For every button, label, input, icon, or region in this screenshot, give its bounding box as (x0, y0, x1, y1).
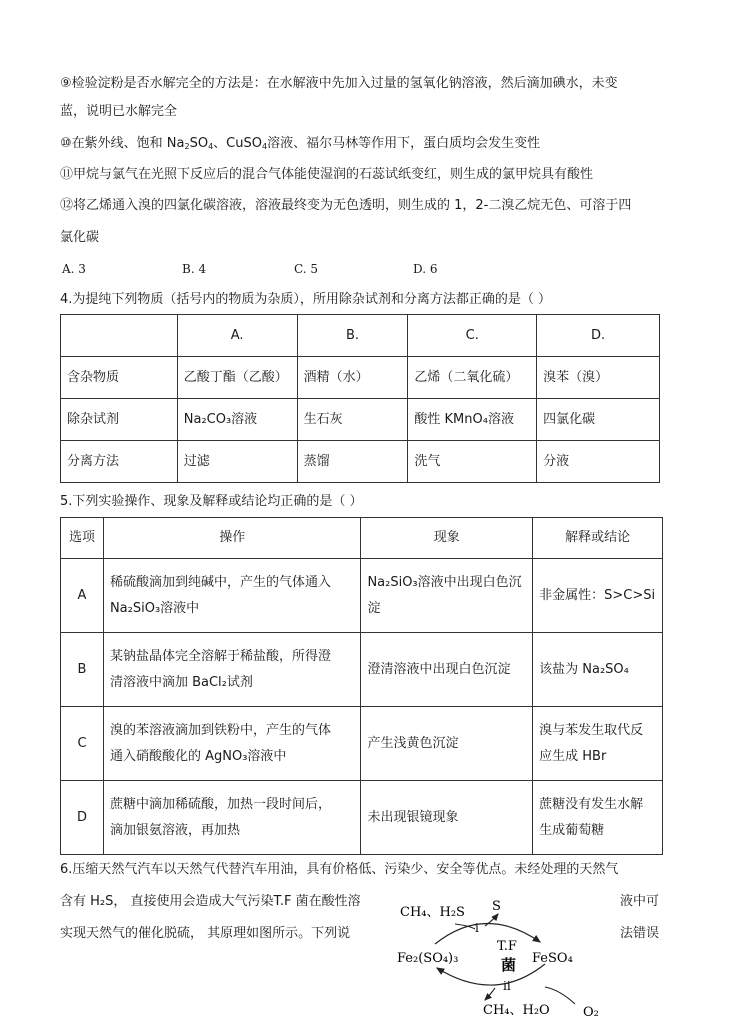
q4-cell: 酸性 KMnO₄溶液 (408, 399, 537, 441)
q4-cell: 过滤 (177, 441, 297, 483)
q6-line1: 6.压缩天然气汽车以天然气代替汽车用油，具有价格低、污染少、安全等优点。未经处理的天然气 (60, 862, 619, 877)
q5-conclusion: 蔗糖没有发生水解 生成葡萄糖 (533, 781, 663, 855)
q5-conclusion: 该盐为 Na₂SO₄ (533, 633, 663, 707)
table-row (61, 559, 663, 633)
item-10: ⑩在紫外线、饱和 $Na_2SO_4$、CuSO$_4$溶液、福尔马林等作用下，蛋白质均会发生变性 (60, 136, 541, 151)
q4-cell: 酒精（水） (297, 357, 408, 399)
table-row (61, 399, 660, 441)
table-row (61, 518, 663, 559)
q5-option-label: A (61, 559, 104, 633)
item-9-line1: ⑨检验淀粉是否水解完全的方法是：在水解液中先加入过量的氢氧化钠溶液，然后滴加碘水，未变 (60, 76, 618, 91)
diagram-center-tf: T.F (497, 939, 517, 954)
q4-cell: 洗气 (408, 441, 537, 483)
item-12-line2: 氯化碳 (60, 230, 100, 245)
option-d: D. 6 (413, 262, 438, 276)
diagram-step1-label: i (475, 921, 479, 935)
q4-header-cell: B. (297, 315, 408, 357)
q4-table (60, 314, 660, 483)
lower-arc-arrow (437, 964, 545, 985)
q4-header-cell (61, 315, 178, 357)
diagram-right-label: FeSO₄ (532, 951, 573, 966)
q5-phenomenon: 产生浅黄色沉淀 (361, 707, 533, 781)
q5-table (60, 517, 663, 855)
table-row (61, 633, 663, 707)
q4-cell: 四氯化碳 (537, 399, 660, 441)
product-output-arrow (485, 988, 495, 1000)
q4-header-cell: D. (537, 315, 660, 357)
q5-option-label: C (61, 707, 104, 781)
q4-cell: 乙酸丁酯（乙酸） (177, 357, 297, 399)
q5-phenomenon: Na₂SiO₃溶液中出现白色沉 淀 (361, 559, 533, 633)
option-b: B. 4 (182, 262, 207, 276)
q4-cell: 除杂试剂 (61, 399, 178, 441)
item-9-line2: 蓝，说明已水解完全 (60, 104, 178, 119)
diagram-output-label: CH₄、H₂O (483, 1003, 550, 1018)
q4-cell: 含杂物质 (61, 357, 178, 399)
diagram-input-label: CH₄、H₂S (400, 905, 465, 920)
q5-operation: 某钠盐晶体完全溶解于稀盐酸，所得澄 清溶液中滴加 BaCl₂试剂 (103, 633, 360, 707)
o2-input-line (545, 987, 575, 1004)
q5-operation: 蔗糖中滴加稀硫酸，加热一段时间后， 滴加银氨溶液，再加热 (103, 781, 360, 855)
q6-line2b: 液中可 (620, 894, 660, 909)
diagram-step2-label: ii (503, 979, 511, 993)
q4-cell: 乙烯（二氧化硫） (408, 357, 537, 399)
item-12-line1: ⑫将乙烯通入溴的四氯化碳溶液，溶液最终变为无色透明，则生成的 1，2-二溴乙烷无色、可溶于四 (60, 198, 632, 213)
item-11: ⑪甲烷与氯气在光照下反应后的混合气体能使湿润的石蕊试纸变红，则生成的氯甲烷具有酸性 (60, 167, 594, 182)
q5-conclusion: 溴与苯发生取代反 应生成 HBr (533, 707, 663, 781)
q4-cell: 分离方法 (61, 441, 178, 483)
q4-cell: Na₂CO₃溶液 (177, 399, 297, 441)
q5-header-cell: 操作 (103, 518, 360, 559)
diagram-center-bacteria: 菌 (501, 956, 517, 974)
table-row (61, 707, 663, 781)
upper-arc-arrow (435, 923, 540, 944)
table-row (61, 357, 660, 399)
q4-cell: 分液 (537, 441, 660, 483)
q5-operation: 稀硫酸滴加到纯碱中，产生的气体通入 Na₂SiO₃溶液中 (103, 559, 360, 633)
table-row (61, 441, 660, 483)
q5-option-label: D (61, 781, 104, 855)
q4-stem: 4.为提纯下列物质（括号内的物质为杂质），所用除杂试剂和分离方法都正确的是（ ） (60, 292, 552, 307)
diagram-left-label: Fe₂(SO₄)₃ (397, 951, 459, 966)
q5-operation: 溴的苯溶液滴加到铁粉中，产生的气体 通入硝酸酸化的 AgNO₃溶液中 (103, 707, 360, 781)
q5-header-cell: 选项 (61, 518, 104, 559)
q4-header-cell: A. (177, 315, 297, 357)
q6-line3b: 法错误 (620, 926, 660, 941)
option-a: A. 3 (62, 262, 86, 276)
q4-cell: 生石灰 (297, 399, 408, 441)
q5-stem: 5.下列实验操作、现象及解释或结论均正确的是（ ） (60, 494, 363, 509)
q6-line2a: 含有 H₂S， 直接使用会造成大气污染T.F 菌在酸性溶 (60, 894, 361, 909)
table-row (61, 781, 663, 855)
q5-header-cell: 解释或结论 (533, 518, 663, 559)
table-row (61, 315, 660, 357)
q5-option-label: B (61, 633, 104, 707)
q5-conclusion: 非金属性：S>C>Si (533, 559, 663, 633)
diagram-o2-label: O₂ (583, 1005, 599, 1018)
q4-cell: 溴苯（溴） (537, 357, 660, 399)
q4-cell: 蒸馏 (297, 441, 408, 483)
q6-line3a: 实现天然气的催化脱硫， 其原理如图所示。下列说 (60, 926, 351, 941)
q5-phenomenon: 澄清溶液中出现白色沉淀 (361, 633, 533, 707)
desulfurization-cycle-diagram (395, 892, 620, 1018)
q5-phenomenon: 未出现银镜现象 (361, 781, 533, 855)
diagram-s-label: S (492, 899, 501, 914)
q4-header-cell: C. (408, 315, 537, 357)
option-c: C. 5 (294, 262, 319, 276)
q5-header-cell: 现象 (361, 518, 533, 559)
